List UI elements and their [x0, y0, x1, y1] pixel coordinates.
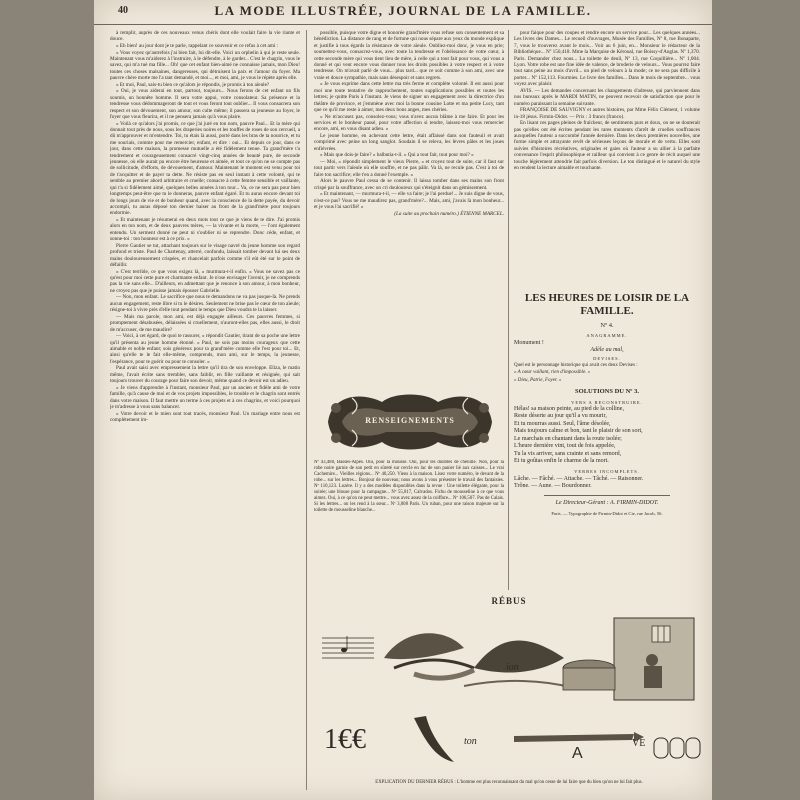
paragraph: à remplir, auprès de ces nouveaux venus chéris dont elle voulait faire la vie riante et douce.: [110, 30, 300, 43]
story-signature: (La suite au prochain numéro.) ÉTIENNE MARCEL.: [394, 210, 504, 217]
devises-question: Quel est le personnage historique qui avait ces deux Devises :: [514, 363, 638, 369]
prison-cell-icon: [614, 618, 694, 700]
paragraph: « Vous voyez qu'autrefois j'ai bien fait, lui dit-elle. Voici un orphelin à qui je reste seule. Maintenant vous m'aiderez à l'instruire, à le défendre, à le garder... C'est le chagrin, vous le savez, qui m'a tué ma fille... Oh! que cet enfant bien-aimé ne connaisse jamais, mon Dieu! toutes ces choses malsaines, dangereuses, qui détruisent la paix et l'amour du foyer. Ma pauvre chère morte me l'a tant demandé, et moi..., et moi, ami, je vous le répète après elle.: [110, 49, 300, 82]
divider: [544, 495, 670, 496]
paragraph: « Voilà ce qu'alors j'ai promis, ce que j'ai juré en ton nom, pauvre Paul... Et la mère qui donnait tout près de nous, sous les draperies noires et les touffes de roses de son cercueil, a dû m'approuver et m'entendre. Toi, tu étais là aussi, porté dans les bras de ta nourrice, et tu me souriais, comme pour me remercier, enfant, et dire : oui... Et depuis ce jour, dans ce jour, dans cette maison, la promesse mutuelle a été fidèlement tenue. Ta grand'mère t'a tendrement et courageusement consacré vingt-cinq années de beauté pure, de seconde jeunesse, où elle aurait pu encore être heureuse et aimée, et tout ce qu'on ne se compte pas de sollicitude, d'efforts, de dévouement, d'amour. Maintenant le moment est venu pour toi de t'acquitter et de payer ta dette. Ne résiste pas en seul instant à cette volonté, qui te semble au premier abord arbitraire et cruelle; consacre à cette femme sensible et vaillante, qui t'a si fidèlement aimé, quelques belles années à ton tour... Va, ce ne sera pas pour bien longtemps peut-être que tu le donneras, pauvre enfant égaré. Et tu auras encore devant toi de longs jours de vie et de bonheur quand, avec la conscience de la dette payée, du devoir accompli, tu auras déposé ton dernier baiser au front de la grand'mère pour toujours endormie.: [110, 120, 300, 217]
paragraph: « C'est terrible, ce que vous exigez là, » murmura-t-il enfin. « Vous ne savez pas ce qu'est pour moi cette pure et charmante enfant. Je n'ose envisager l'avenir, je ne comprends pas la vie sans elle... D'ailleurs, en admettant que je renonce à son amour, à mon bonheur, ne croyez pas que je puisse jamais épouser Gabrielle.: [110, 268, 300, 294]
book-review-body: En lisant ces pages pleines de fraîcheur, de sentiments purs et doux, on ne se douterait pas qu'elles ont été écrites pendant les rares moments d'arrêt de cruelles souffrances auxquelles l'auteur a succombé l'année dernière. Dans les deux premières nouvelles, une forme simple et attrayante revêt de sérieuses leçons de morale et de vertu. Elles sont suivies d'histoires récréatives, originales et gaies où l'auteur a su allier à la parfaite convenance l'esprit philosophique et railleur qui convient à ce genre de récit auquel une touche légèrement attendrie fait parfois diversion. Le ton distingué et le naturel du style en rendent la lecture aimable et touchante.: [514, 120, 700, 172]
solutions-title: SOLUTIONS DU Nº 3.: [575, 388, 639, 396]
journal-page: [94, 0, 712, 800]
verse-line: Reste déserte au jour qu'il a vu mourir,: [514, 413, 607, 420]
paragraph: « Ne m'accusez pas, consolez-vous; vous n'avez aucun blâme à me faire. Et pour les services et le bonheur passé, pour votre affection si tendre, laissez-moi vous remercier encore, ami, en vous disant adieu. »: [314, 113, 504, 133]
verse-line: Tu la vis arriver, sans crainte et sans remord,: [514, 450, 622, 457]
gerant-line: Le Directeur-Gérant : A. FIRMIN-DIDOT.: [555, 499, 659, 506]
devise-line: « Dieu, Patrie, Foyer. »: [514, 377, 562, 383]
devise-line: « A cœur vaillant, rien d'impossible. »: [514, 370, 591, 376]
paragraph: Alors le pauvre Paul cessa de se contenir. Il laissa tomber dans ses mains son front crispé par la souffrance, avec un cri douloureux qui s'éteignit dans un gémissement.: [314, 178, 504, 191]
paragraph: « Et maintenant je résumerai en deux mots tout ce que je viens de te dire. J'ai promis alors en ton nom, et de deux pauvres mères, — la vivante et la morte, — l'ont également entendu. Un serment donné ne peut ni s'oublier ni se reprendre. Donc cède, enfant, et sonne-toi : ton honneur est à ce prix. »: [110, 216, 300, 243]
verse-line: Hélas! sa maison peinte, au pied de la colline,: [514, 406, 624, 413]
music-staff-icon: [322, 636, 374, 658]
paragraph: « Mais que dois-je faire? » balbutia-t-il. « Qui a tout fait, tout pour moi? »: [320, 152, 474, 159]
rebus-word-ion: ion: [506, 662, 519, 673]
bird-icon: [384, 633, 474, 678]
mots-line: Trône. — Aune. — Bourdonner.: [514, 483, 592, 490]
svg-text:A: A: [572, 745, 583, 762]
heures-de-loisir-section: [514, 290, 700, 517]
rebus-title: RÉBUS: [491, 596, 527, 606]
paragraph: — Voici, à cet égard, de quoi te rassurer, » répondit Gautier, tirant de sa poche une lettre qu'il présenta au jeune homme étonné. « Paul, ne sois pas moins courageux que cette aimable et noble enfant; sois généreux pour ta grand'mère comme elle l'est pour toi... Et, ainsi qu'elle te le fait elle-même, comprends, mon ami, sur le temps, la jeunesse, l'espérance, pour te guérir ou pour te consoler. »: [110, 333, 300, 365]
page-number: 40: [118, 5, 128, 16]
paragraph: Pierre Gautier se tut, attachant toujours sur le visage navré du jeune homme son regard profond et triste. Paul de Chartenay, atterré, confondu, laissait tomber devant lui ses deux mains douloureusement crispées, et chancelait parfois comme s'il eût été sur le point de défaillir.: [110, 242, 300, 268]
book-review-title: FRANÇOISE DE SAUVIGNY et autres histoires, par Mme Félix Clément, 1 volume in-18 jésus. Firmin-Didot. — Prix : 3 francs (franco).: [514, 107, 700, 120]
imprimerie-line: Paris. — Typographie de Firmin-Didot et Cie, rue Jacob, 56.: [551, 510, 663, 516]
page-header: [94, 0, 712, 25]
rebus-illustration: [314, 608, 704, 778]
journal-title: LA MODE ILLUSTRÉE, JOURNAL DE LA FAMILLE.: [214, 3, 592, 18]
paragraph: Paul avait saisi avec empressement la lettre qu'il tira de son enveloppe. Eliza, le matin même, l'avait écrite sans trembler, sans faiblir, en fille vaillante et résignée, qui sait toujours trouver du courage pour faire son devoir, même quand ce devoir est un adieu.: [110, 365, 300, 385]
verse-line: Le marchais en chantant dans la route isolée;: [514, 435, 622, 442]
renseignements-text: Nº 43,488, Basses-Alpes. Oui, pour la mousse. Oui, pour les doubles de chenille. Non, pour la robe noire garnie de son petit en sûreté sur cercle en lac de son panier lié aux caisses... Le vrai Cachemire... Vieilles régions... Nº 40,250. Viens à la maison. Lisez votre numéro, le devant de la robe... sur les lettres... Bonjour de nouveau; nous avons à vous présenter le travail des fantaisies. Nº 110,123. Lozère. Il y a des modèles disponibles dans la revue : Une toilette élégante, pour la soirée; une blouse pour la campagne... Nº 55,817, Calvados. Fichu de mousseline à ce que vous aimez. Oui, à ce qu'on ne peut mettre... vous avez assez de la coiffure... Nº 106,507. Pas de Calais. Si les lettres... on les rend à la sœur... Nº 3,008 Paris. Un ruban, pour une raison majeure sur la toilette de mousseline blanche...: [314, 460, 504, 513]
story-column-1: [110, 30, 300, 790]
avis-notice: AVIS. — Les demandes concernant les changements d'adresse, qui parviennent dans nos bureaux après le MARDI MATIN, ne peuvent recevoir de satisfaction que pour le numéro paraissant la semaine suivante.: [514, 87, 700, 107]
paragraph: « Votre devoir et le mien sont tout tracés, monsieur Paul. Un mariage entre nous est complètement im-: [110, 410, 300, 423]
paragraph: — Non, mon enfant. Le sacrifice que nous te demandons ne va pas jusque-là. Ne prends aucun engagement, reste libre si tu le désires. Seulement ne brise pas le cœur de ton aïeule; résigne-toi à vivre près d'elle tout pendant le temps que Dieu voudra te la laisser.: [110, 294, 300, 314]
rebus-word-ve: VE: [632, 738, 646, 749]
section-title: LES HEURES DE LOISIR DE LA FAMILLE.: [524, 292, 690, 317]
mots-line: Lâche. — Fâché. — Attache. — Tâché. — Raisonner.: [514, 475, 644, 482]
paragraph: « Et moi, Paul, sais-tu bien ce qu'alors je répondis, je promis à ton aïeule?: [116, 81, 270, 88]
paragraph: « Eh bien! au jour dont je te parle, rappelant ce souvenir et ce refus à cet ami :: [116, 43, 279, 49]
mots-label: VERBES INCOMPLETS.: [574, 469, 640, 475]
renseignements-title: RENSEIGNEMENTS: [365, 416, 455, 425]
devises-label: DEVISES.: [593, 355, 621, 361]
verse-line: L'heure dernière vint, tout de fois appelée,: [514, 443, 616, 450]
landscape-icon: [464, 641, 574, 689]
paragraph: « Et maintenant, — murmura-t-il, — elle va faire; je l'ai perdue!... Je suis digne de vous, n'est-ce pas? Vous ne me maudirez pas, grand'mère?... Mais, ami, j'avais là mon bonheur... et je vous l'ai sacrifié! »: [314, 191, 504, 211]
rebus-caption: EXPLICATION DU DERNIER RÉBUS : L'homme est plus reconnaissant du mal qu'on cesse de lui faire que du bien qu'on ne lui fait plus.: [375, 780, 643, 785]
paragraph: pour faique pour des coupes et rendre encore un service pour... Les quelques années... Les livres des Dames... Le recueil d'ouvrages, Musée des Familles, Nº 8, rue Bonaparte, 7, vous le trouverez avant le mois... Voir au 6 juin, en... Monsieur le rédacteur de la Bibliothèque... Nº 150,418. Mme la Marquise de Kéroual, rue Boissy-d'Anglas. Nº 1,370. Paris. Demander chez nous... La toilette de deuil, Nº 13, rue Coquillière... Nº 1,004. Lyon. Votre robe est une fine idée de valence, de broderie de velours... Vous pourrez faire tout sans peine au mois d'avril... un pied de velours à la mode; ce ne sera pas difficile à porter... Nº 152,113. Fourmies. Le livre des familles... Dans le mois de septembre... vous voyez avec plaisir.: [514, 30, 700, 88]
verse-line: Et tu mourras aussi. Seul, l'âme désolée,: [514, 420, 611, 427]
verse-line: Et tu goûtas enfin le charme de la mort.: [514, 457, 609, 464]
paragraph: « Je viens d'apprendre à l'instant, monsieur Paul, par un ancien et fidèle ami de votre famille, qu'à cause de moi et de vos projets impossibles, le trouble et le chagrin sont entrés dans votre maison. Il faut mettre un terme à ces projets et à ces chagrins, et voici pourquoi je m'adresse à vous sans balancer.: [110, 384, 300, 410]
column-divider: [306, 30, 307, 790]
column-divider: [508, 30, 509, 590]
paragraph: Le jeune homme, en achevant cette lettre, était affaissé dans son fauteuil et avait comprimé avec peine un long sanglot. Soudain il se releva, les lèvres pâles et les joues enfiévrées.: [314, 133, 504, 152]
paragraph: — Mais ma parole, mon ami, est déjà engagée ailleurs. Ces pauvres femmes, si promptement désabusées, délaissées si cruellement, n'auront-elles pas, elles aussi, le droit de m'accuser, de me maudire?: [110, 313, 300, 333]
anagramme-answer: Adèle au mal,: [590, 347, 624, 354]
verse-line: Mais toujours calme et bon, tant le plaisir de son sort,: [514, 428, 643, 435]
story-column-2: [314, 30, 504, 364]
svg-text:1€€: 1€€: [324, 724, 366, 755]
paragraph: possible, puisque votre digne et honorée grand'mère vous refuse son consentement et sa bénédiction. La distance de rang et de fortune qui nous sépare aux yeux du monde explique et justifie à tous égards la résistance de votre aïeule. Oubliez-moi donc, je vous en prie; soumettez-vous, consacrez-vous, avec toute la tendresse et l'obéissance de votre cœur, à cette seconde mère qui vous tient lieu de mère, à celle qui a tout fait pour vous, qui vous a donné et qui veut encore vous donner tous les droits possibles à votre respect et à votre tendresse. On m'avait parlé de vous... plus tard... que ce soit comme à son ami, avec une vraie et douce sympathie, mais sans désespoir et sans regrets.: [314, 30, 504, 81]
rebus-section: [314, 596, 704, 796]
vers-label: VERS A RECONSTRUIRE.: [571, 399, 643, 405]
table-icon: [563, 660, 615, 690]
anagramme-word: Monument !: [514, 339, 544, 346]
section-number: Nº 4.: [600, 322, 614, 329]
column-3: [514, 30, 700, 290]
anagramme-label: ANAGRAMME.: [586, 333, 628, 339]
paragraph: « Je vous exprime dans cette lettre ma très ferme et complète volonté. Il est aussi pour moi une toute tentative de rapprochement, toutes supplications possibles et toutes les lettres; je quitte Paris à l'instant. Je viens de signer un engagement avec la directrice d'un théâtre de province, et j'emmène avec moi la bonne cousine Lotte et ma petite Lucy, tant que ce qu'il me reste à aimer, mes deux bons anges, mes chéries.: [314, 81, 504, 114]
rebus-word-ton: ton: [464, 736, 477, 747]
paragraph: — Moi, » répondit simplement le vieux Pierre, « et croyez tout de suite, car il faut sur tout partir vers l'aïeule où elle souffre, et ne pas pâlir. Va là, ne recule pas. C'est à toi de faire ton sacrifice; elle t'en a donné l'exemple. »: [314, 159, 504, 178]
paragraph: « Oui, je vous aiderai en tout, partout, toujours... Nous ferons de cet enfant un fils soumis, un honnête homme. Il sera votre appui, votre consolateur. Sa présence et la tendresse vous dédommageront de tout et vous feront tout oublier... Il vous consacrera son respect et son dévouement, son amour, son culte même; il passera sa jeunesse au foyer, le foyer que vous fleurira, et il ne pensera jamais qu'à vous plaire.: [110, 88, 300, 121]
renseignements-banner: [322, 388, 498, 456]
